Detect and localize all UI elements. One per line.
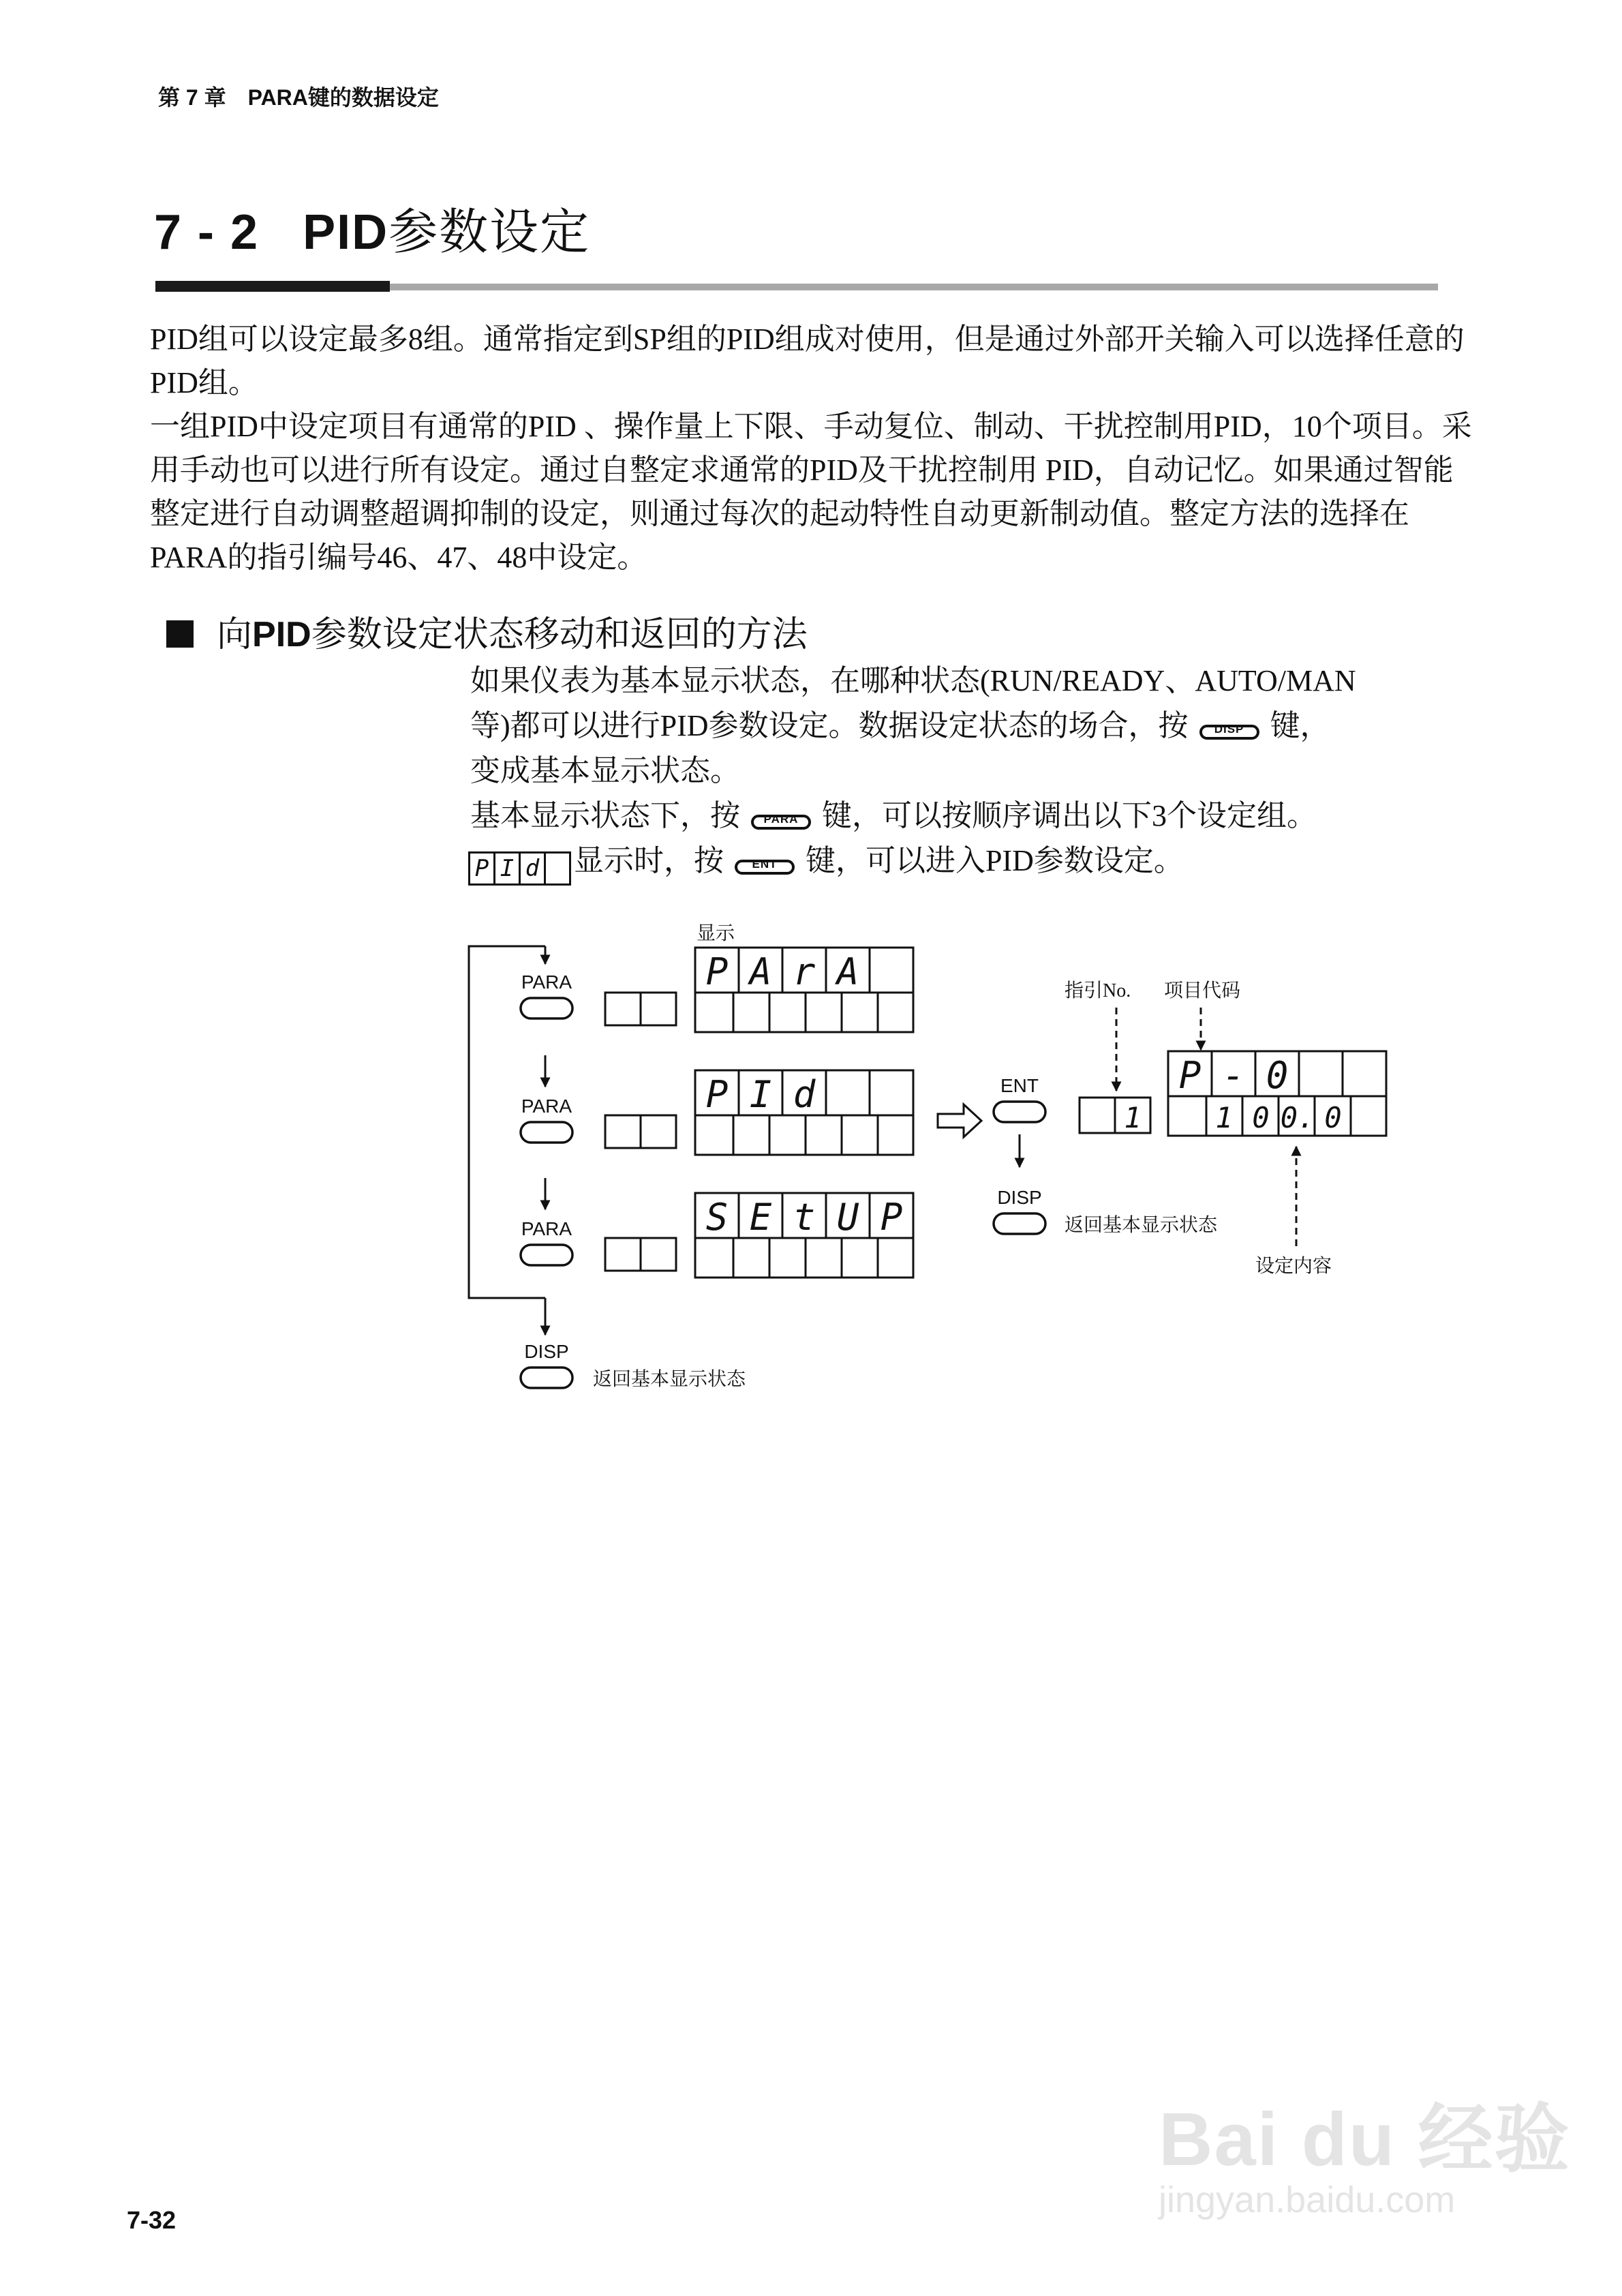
- svg-text:P: P: [705, 1073, 729, 1116]
- method-line: 变成基本显示状态。: [470, 754, 740, 787]
- setting-content-label: 设定内容: [1255, 1256, 1332, 1277]
- svg-text:I: I: [749, 1073, 772, 1116]
- display-pid: [695, 1070, 913, 1155]
- svg-text:S: S: [705, 1196, 729, 1239]
- return-basic-display-right: 返回基本显示状态: [1065, 1215, 1218, 1236]
- display-setup: [695, 1193, 913, 1278]
- svg-text:DISP: DISP: [524, 1341, 569, 1362]
- subsection-bold: PID: [252, 615, 311, 654]
- para-key-group-1: [521, 971, 572, 1018]
- disp-key-icon: DISP: [1198, 712, 1261, 740]
- return-basic-display-bottom: 返回基本显示状态: [593, 1369, 746, 1390]
- svg-text:A: A: [749, 950, 772, 993]
- svg-text:PARA: PARA: [521, 1218, 572, 1239]
- page-number: 7-32: [127, 2206, 177, 2234]
- display-para: [695, 948, 913, 1032]
- svg-text:P: P: [1178, 1054, 1202, 1097]
- small-displays: [605, 993, 676, 1271]
- subsection-prefix: 向: [217, 615, 253, 654]
- ent-key-icon: ENT: [733, 847, 796, 875]
- svg-text:-: -: [1222, 1054, 1245, 1097]
- svg-text:1: 1: [1215, 1101, 1233, 1134]
- svg-text:E: E: [749, 1196, 772, 1239]
- method-line: 等)都可以进行PID参数设定。数据设定状态的场合，按 DISP 键，: [470, 709, 1330, 742]
- chapter-title: PARA键的数据设定: [247, 85, 439, 110]
- chapter-number: 第 7 章: [158, 85, 226, 110]
- svg-text:0: 0: [1252, 1101, 1270, 1134]
- svg-text:0: 0: [1266, 1054, 1289, 1097]
- svg-text:A: A: [836, 950, 859, 993]
- para-key-group-2: [521, 1096, 572, 1143]
- display-label: 显示: [697, 923, 735, 944]
- guide-number-display: [1080, 1098, 1150, 1134]
- svg-text:P: P: [705, 950, 729, 993]
- method-line: P I d 显示时，按 ENT 键，可以进入PID参数设定。: [470, 839, 1465, 886]
- svg-text:0.: 0.: [1280, 1101, 1315, 1134]
- method-line: 基本显示状态下，按 PARA 键，可以按顺序调出以下3个设定组。: [470, 799, 1317, 832]
- svg-text:PARA: PARA: [521, 971, 572, 993]
- intro-paragraph: 一组PID中设定项目有通常的PID 、操作量上下限、手动复位、制动、干扰控制用PID，10个项目。采用手动也可以进行所有设定。通过自整定求通常的PID及干扰控制用 PID，自动记忆。如果通过智能整定进行自动调整超调抑制的设定，则通过每次的起动特性自动更新制动值。整定方法的选择在PARA的指引编号46、47、48中设定。: [150, 410, 1472, 574]
- section-title-bold: PID: [303, 205, 389, 260]
- item-code-label: 项目代码: [1164, 980, 1241, 1001]
- disp-key-bottom: [521, 1341, 746, 1390]
- svg-text:DISP: DISP: [997, 1187, 1042, 1208]
- svg-text:1: 1: [1124, 1101, 1142, 1134]
- svg-text:ENT: ENT: [1000, 1075, 1039, 1096]
- watermark-logo: Bai du 经验: [1159, 2098, 1571, 2181]
- pid-display-icon: P I d: [470, 851, 571, 886]
- svg-text:r: r: [793, 950, 816, 993]
- para-key-icon: PARA: [750, 802, 812, 830]
- hollow-arrow-icon: [938, 1104, 981, 1137]
- svg-text:d: d: [793, 1073, 816, 1116]
- subsection-rest: 参数设定状态移动和返回的方法: [311, 615, 808, 654]
- watermark-url: jingyan.baidu.com: [1159, 2179, 1456, 2220]
- svg-text:0: 0: [1324, 1101, 1342, 1134]
- svg-text:PARA: PARA: [521, 1096, 572, 1117]
- para-key-group-3: [521, 1218, 572, 1265]
- ent-key-diagram: [994, 1075, 1045, 1122]
- guide-no-label: 指引No.: [1065, 980, 1131, 1001]
- svg-text:t: t: [793, 1196, 816, 1239]
- disp-key-diagram: [994, 1187, 1218, 1236]
- param-display: [1168, 1051, 1386, 1136]
- intro-paragraph: PID组可以设定最多8组。通常指定到SP组的PID组成对使用，但是通过外部开关输入可以选择任意的PID组。: [150, 322, 1465, 399]
- svg-text:P: P: [880, 1196, 903, 1239]
- svg-text:U: U: [836, 1196, 859, 1239]
- section-number: 7 - 2: [154, 205, 260, 260]
- section-title-rest: 参数设定: [388, 205, 591, 260]
- method-line: 如果仪表为基本显示状态，在哪种状态(RUN/READY、AUTO/MAN: [470, 664, 1356, 697]
